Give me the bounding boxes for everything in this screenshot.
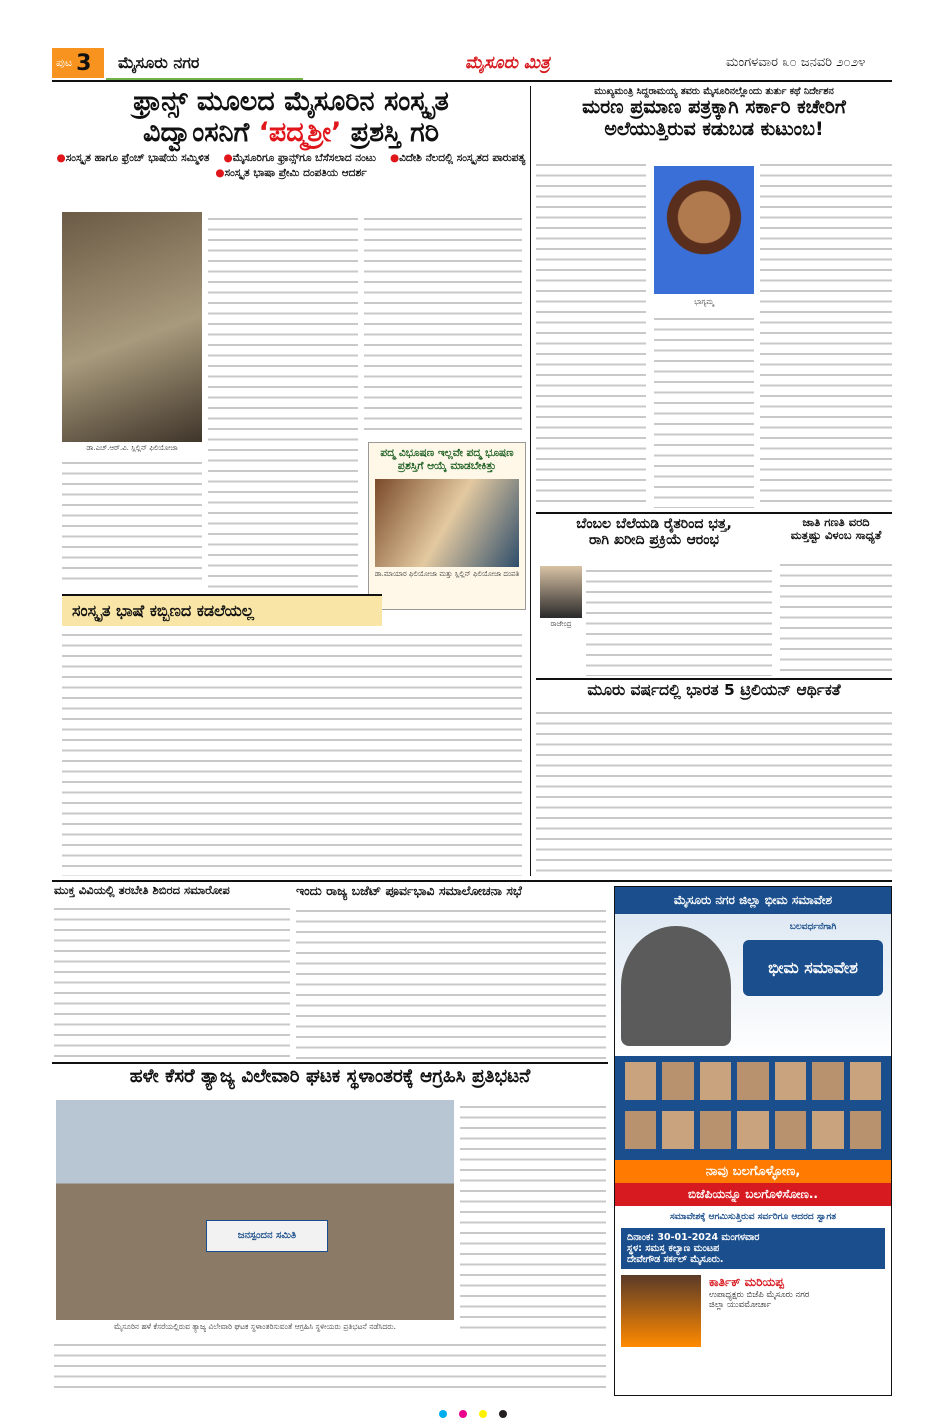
couple-photo bbox=[375, 479, 519, 567]
issue-date: ಮಂಗಳವಾರ ೩೦ ಜನವರಿ ೨೦೨೪ bbox=[726, 55, 866, 70]
story8-rule bbox=[52, 1062, 608, 1064]
story7-headline: ಇಂದು ರಾಜ್ಯ ಬಜೆಟ್ ಪೂರ್ವಭಾವಿ ಸಮಾಲೋಚನಾ ಸಭೆ bbox=[296, 883, 522, 898]
story8-photo-caption: ಮೈಸೂರಿನ ಹಳೆ ಕೆಸರೆಯಲ್ಲಿರುವ ತ್ಯಾಜ್ಯ ವಿಲೇವಾರಿ ಘಟಕ ಸ್ಥಳಾಂತರಿಸುವಂತೆ ಆಗ್ರಹಿಸಿ ಸ್ಥಳೀಯರು ಪ್ರತಿಭಟನೆ ನಡೆಸಿದರು. bbox=[113, 1322, 397, 1331]
story2-headline-line1: ಮರಣ ಪ್ರಮಾಣ ಪತ್ರಕ್ಕಾಗಿ ಸರ್ಕಾರಿ ಕಚೇರಿಗೆ bbox=[582, 96, 846, 118]
lead-headline-block bbox=[54, 86, 528, 200]
lead-body-lower bbox=[62, 628, 522, 876]
yellow-dot bbox=[479, 1410, 487, 1418]
lead-bullet: ●ವಿದೇಶಿ ನೆಲದಲ್ಲಿ ಸಂಸ್ಕೃತದ ಪಾರುಪತ್ಯ bbox=[389, 152, 526, 165]
page-number: 3 bbox=[76, 50, 92, 76]
story4-headline-block bbox=[780, 516, 892, 556]
leader-portrait bbox=[737, 1062, 768, 1100]
story4-headline-line1: ಜಾತಿ ಗಣತಿ ವರದಿ bbox=[802, 515, 870, 529]
magenta-dot bbox=[459, 1410, 467, 1418]
story8-body-bottom bbox=[54, 1338, 606, 1394]
story3-headline-line1: ಬೆಂಬಲ ಬೆಲೆಯಡಿ ರೈತರಿಂದ ಭತ್ತ, bbox=[576, 516, 732, 532]
print-registration-marks bbox=[0, 1404, 945, 1424]
page-label: ಪುಟ bbox=[56, 56, 73, 69]
header-rule bbox=[52, 80, 892, 82]
leader-portrait bbox=[700, 1111, 731, 1149]
lead-body-col3 bbox=[364, 212, 522, 437]
lead-bullet: ●ಸಂಸ್ಕೃತ ಭಾಷಾ ಪ್ರೇಮಿ ದಂಪತಿಯ ಆದರ್ಶ bbox=[215, 167, 367, 180]
ad-welcome: ಸಮಾವೇಶಕ್ಕೆ ಆಗಮಿಸುತ್ತಿರುವ ಸರ್ವರಿಗೂ ಆದರದ ಸ್ವಾಗತ bbox=[669, 1212, 837, 1222]
leader-portrait bbox=[775, 1062, 806, 1100]
ad-banner bbox=[615, 914, 891, 1056]
lead-bullet: ●ಮೈಸೂರಿಗೂ ಫ್ರಾನ್ಸ್‌ಗೂ ಬೆಸೆಸಲಾದ ನಂಟು bbox=[223, 152, 376, 165]
story6-headline: ಮುಕ್ತ ವಿವಿಯಲ್ಲಿ ತರಬೇತಿ ಶಿಬಿರದ ಸಮಾರೋಪ bbox=[54, 883, 230, 897]
host-portrait bbox=[621, 1275, 701, 1347]
lead-photo-caption: ಡಾ.ಎಚ್.ಆರ್.ವಿ. ಸ್ಲಿಲ್ಲಿನ್ ಫಿಲಿಯೋಜಾ bbox=[86, 444, 178, 452]
page-header bbox=[0, 0, 945, 78]
sidebox-title: ಪದ್ಮ ವಿಭೂಷಣ ಇಲ್ಲವೇ ಪದ್ಮ ಭೂಷಣ ಪ್ರಶಸ್ತಿಗೆ ಆಯ್ಕೆ ಮಾಡಬೇಕಿತ್ತು bbox=[380, 447, 514, 472]
ad-slogan1: ನಾವು ಬಲಗೊಳ್ಳೋಣ, bbox=[615, 1160, 891, 1183]
story3-photo bbox=[540, 566, 582, 618]
ad-venue1: ಸ್ಥಳ: ಸಮಸ್ತ ಕಲ್ಯಾಣ ಮಂಟಪ bbox=[627, 1243, 720, 1254]
leader-portrait bbox=[662, 1062, 693, 1100]
ad-portraits bbox=[615, 1056, 891, 1160]
leader-portrait bbox=[775, 1111, 806, 1149]
masthead: ಮೈಸೂರು ಮಿತ್ರ bbox=[465, 53, 550, 73]
ad-title: ಮೈಸೂರು ನಗರ ಜಿಲ್ಲಾ ಭೀಮ ಸಮಾವೇಶ bbox=[615, 887, 891, 914]
leader-portrait bbox=[850, 1062, 881, 1100]
story2-headline-line2: ಅಲೆಯುತ್ತಿರುವ ಕಡುಬಡ ಕುಟುಂಬ! bbox=[604, 117, 824, 140]
lead-bullets bbox=[54, 152, 528, 180]
story4-body bbox=[780, 558, 892, 676]
black-dot bbox=[499, 1410, 507, 1418]
ad-tag: ಬಲವರ್ಧನೆಗಾಗಿ bbox=[789, 922, 837, 932]
story5-rule bbox=[536, 678, 892, 680]
story2-rule bbox=[536, 512, 892, 514]
host-role1: ಉಪಾಧ್ಯಕ್ಷರು ಬಿಜೆಪಿ ಮೈಸೂರು ನಗರ bbox=[709, 1290, 810, 1300]
story8-headline: ಹಳೇ ಕೆಸರೆ ತ್ಯಾಜ್ಯ ವಿಲೇವಾರಿ ಘಟಕ ಸ್ಥಳಾಂತರಕ್ಕೆ ಆಗ್ರಹಿಸಿ ಪ್ರತಿಭಟನೆ bbox=[129, 1066, 531, 1087]
protest-banner: ಜನಸ್ಪಂದನ ಸಮಿತಿ bbox=[206, 1220, 328, 1252]
sub-headline: ಸಂಸ್ಕೃತ ಭಾಷೆ ಕಬ್ಬಿಣದ ಕಡಲೆಯಲ್ಲ bbox=[72, 601, 255, 620]
story7-body bbox=[296, 904, 606, 1060]
story2-body-col2 bbox=[654, 312, 754, 508]
leader-portrait bbox=[700, 1062, 731, 1100]
column-divider bbox=[530, 86, 531, 876]
ad-host bbox=[615, 1269, 891, 1353]
mid-rule bbox=[52, 880, 892, 882]
sub-headline-bar bbox=[62, 594, 382, 626]
leader-portrait bbox=[850, 1111, 881, 1149]
story4-headline-line2: ಮತ್ತಷ್ಟು ವಿಳಂಬ ಸಾಧ್ಯತೆ bbox=[790, 528, 882, 543]
lead-headline-line2: ವಿದ್ವಾಂಸನಿಗೆ ‘ಪದ್ಮಶ್ರೀ’ ಪ್ರಶಸ್ತಿ ಗರಿ bbox=[143, 117, 439, 149]
section-name: ಮೈಸೂರು ನಗರ bbox=[106, 48, 303, 81]
story3-body bbox=[586, 564, 772, 676]
story5-body bbox=[536, 706, 892, 876]
leader-portrait bbox=[812, 1062, 843, 1100]
ad-date: ದಿನಾಂಕ: 30-01-2024 ಮಂಗಳವಾರ bbox=[627, 1232, 760, 1243]
story2-kicker: ಮುಖ್ಯಮಂತ್ರಿ ಸಿದ್ದರಾಮಯ್ಯ ತವರು ಮೈಸೂರಿನಲ್ಲೊಂದು ತುರ್ತು ಕಥೆ ನಿರ್ದೇಶನ bbox=[594, 86, 834, 97]
story2-photo-caption: ಭಾಗ್ಯಮ್ಮ bbox=[694, 298, 714, 306]
story3-photo-caption: ರಾಜೇಂದ್ರ bbox=[550, 620, 572, 628]
story8-body-right bbox=[460, 1100, 606, 1330]
page-number-box bbox=[52, 48, 104, 78]
ad-event-info bbox=[621, 1228, 885, 1269]
story2-headline-block bbox=[536, 86, 892, 152]
story2-body-col3 bbox=[760, 158, 892, 508]
story8-photo bbox=[56, 1100, 454, 1320]
sidebox bbox=[368, 442, 526, 610]
ad-slogan2: ಬಿಜೆಪಿಯನ್ನೂ ಬಲಗೊಳಿಸೋಣ.. bbox=[615, 1183, 891, 1206]
leader-portrait bbox=[625, 1062, 656, 1100]
lead-body-col1 bbox=[62, 456, 202, 588]
leader-portrait bbox=[625, 1111, 656, 1149]
ad-logo: ಭೀಮ ಸಮಾವೇಶ bbox=[743, 940, 883, 996]
leader-portrait bbox=[662, 1111, 693, 1149]
host-name: ಕಾರ್ತಿಕ್ ಮರಿಯಪ್ಪ bbox=[709, 1275, 784, 1289]
ad-venue2: ದೇವೇಗೌಡ ಸರ್ಕಲ್ ಮೈಸೂರು. bbox=[627, 1254, 724, 1265]
leader-portrait bbox=[737, 1111, 768, 1149]
story6-body bbox=[54, 902, 290, 1060]
couple-photo-caption: ಡಾ.ಮಾಯಾರ ಫಿಲಿಯೋಜಾ ಮತ್ತು ಸ್ಲಿಲ್ಲಿನ್ ಫಿಲಿಯೋಜಾ ದಂಪತಿ bbox=[374, 570, 520, 578]
cyan-dot bbox=[439, 1410, 447, 1418]
lead-bullet: ●ಸಂಸ್ಕೃತ ಹಾಗೂ ಫ್ರೆಂಚ್ ಭಾಷೆಯ ಸಮ್ಮಿಳಿತ bbox=[56, 152, 210, 165]
lead-photo bbox=[62, 212, 202, 442]
ambedkar-portrait bbox=[621, 926, 731, 1046]
story3-headline-line2: ರಾಗಿ ಖರೀದಿ ಪ್ರಕ್ರಿಯೆ ಆರಂಭ bbox=[589, 532, 719, 549]
lead-body-col2 bbox=[208, 212, 358, 592]
leader-portrait bbox=[812, 1111, 843, 1149]
story2-body-col1 bbox=[536, 158, 646, 508]
advertisement bbox=[614, 886, 892, 1396]
host-role2: ಜಿಲ್ಲಾ ಯುವಮೋರ್ಚಾ bbox=[709, 1300, 772, 1310]
story3-headline-block bbox=[536, 516, 772, 560]
story2-photo bbox=[654, 166, 754, 294]
story5-headline: ಮೂರು ವರ್ಷದಲ್ಲಿ ಭಾರತ 5 ಟ್ರಿಲಿಯನ್ ಆರ್ಥಿಕತೆ bbox=[587, 681, 841, 699]
lead-headline-line1: ಫ್ರಾನ್ಸ್ ಮೂಲದ ಮೈಸೂರಿನ ಸಂಸ್ಕೃತ bbox=[133, 86, 449, 117]
